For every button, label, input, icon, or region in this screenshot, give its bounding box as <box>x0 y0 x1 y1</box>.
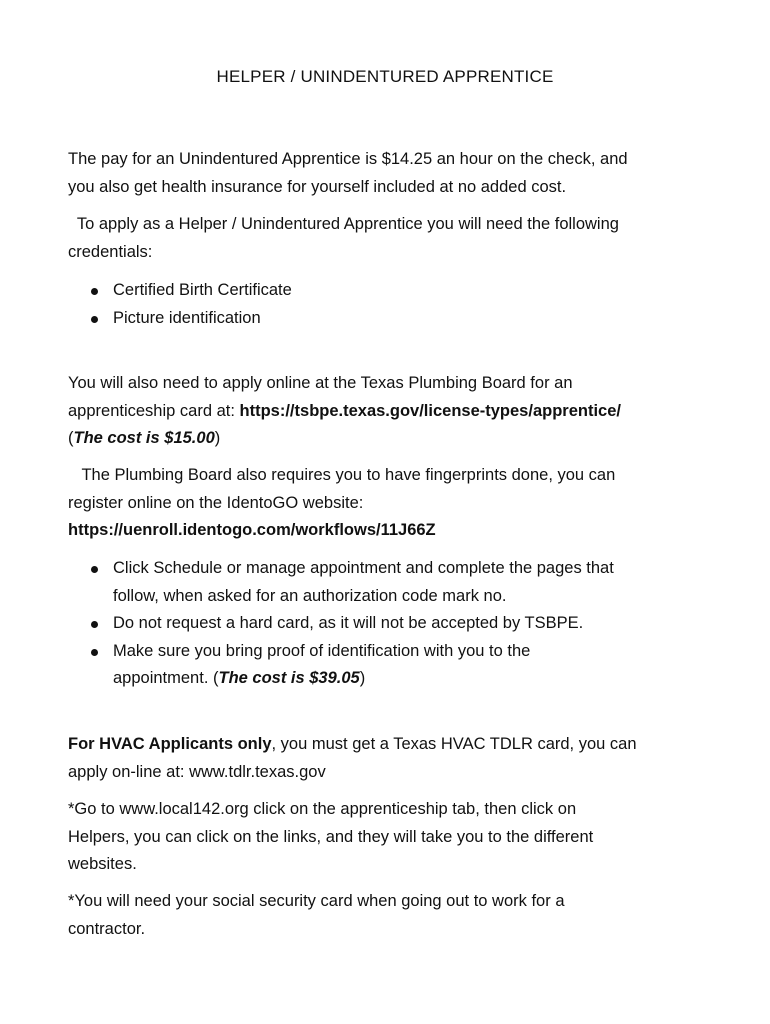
pay-line-2: you also get health insurance for yourself included at no added cost. <box>68 177 567 196</box>
social-security-line-1: *You will need your social security card when going out to work for a <box>68 892 565 910</box>
step-1-line-1: Click Schedule or manage appointment and complete the pages that <box>113 559 614 577</box>
fingerprints-paragraph <box>68 462 704 545</box>
list-item <box>68 277 704 305</box>
apply-paragraph <box>68 211 704 266</box>
plumbing-line-3 <box>68 425 704 453</box>
list-item <box>68 610 704 638</box>
apply-line-1: To apply as a Helper / Unindentured Apprentice you will need the following <box>68 215 619 233</box>
social-security-paragraph <box>68 888 704 943</box>
plumbing-line-2 <box>68 398 704 426</box>
list-item <box>68 638 704 693</box>
local142-paragraph <box>68 796 704 879</box>
local142-line-3: websites. <box>68 855 137 873</box>
pay-line-1: The pay for an Unindentured Apprentice is $14.25 an hour on the check, and <box>68 150 628 168</box>
credential-picture-id: Picture identification <box>113 308 261 327</box>
apply-line-2: credentials: <box>68 242 153 261</box>
tsbpe-apprentice-link[interactable]: https://tsbpe.texas.gov/license-types/apprentice/ <box>239 401 621 420</box>
step-3-line-2 <box>113 665 704 693</box>
fingerprint-steps-list <box>68 555 704 693</box>
social-security-line-2: contractor. <box>68 919 146 938</box>
identogo-link[interactable]: https://uenroll.identogo.com/workflows/11J66Z <box>68 521 436 539</box>
open-paren: ( <box>68 429 74 447</box>
hvac-line-1 <box>68 731 704 759</box>
fingerprint-cost: The cost is $39.05 <box>218 669 360 687</box>
plumbing-line-2-prefix: apprenticeship card at: <box>68 401 240 420</box>
bullet-icon <box>91 316 98 323</box>
page-title: HELPER / UNINDENTURED APPRENTICE <box>216 67 554 86</box>
plumbing-board-paragraph <box>68 370 704 453</box>
step-3-line-1: Make sure you bring proof of identification with you to the <box>113 641 531 660</box>
bullet-icon <box>91 566 98 573</box>
local142-line-1: *Go to www.local142.org click on the apprenticeship tab, then click on <box>68 800 577 818</box>
credential-birth-certificate: Certified Birth Certificate <box>113 281 292 299</box>
apprentice-card-cost: The cost is $15.00 <box>73 429 215 447</box>
credentials-list <box>68 277 704 332</box>
bullet-icon <box>91 288 98 295</box>
pay-paragraph <box>68 146 704 201</box>
list-item <box>68 555 704 610</box>
step-3-close: ) <box>359 669 366 687</box>
hvac-heading: For HVAC Applicants only <box>68 735 272 753</box>
step-3-prefix: appointment. ( <box>113 669 219 687</box>
hvac-line-2: apply on-line at: www.tdlr.texas.gov <box>68 762 326 781</box>
step-1-line-2: follow, when asked for an authorization code mark no. <box>113 586 507 605</box>
list-item <box>68 305 704 333</box>
plumbing-line-1: You will also need to apply online at the Texas Plumbing Board for an <box>68 374 573 392</box>
step-2: Do not request a hard card, as it will not be accepted by TSBPE. <box>113 614 584 632</box>
fingerprints-line-2: register online on the IdentoGO website: <box>68 493 364 512</box>
bullet-icon <box>91 621 98 628</box>
hvac-line-1-rest: , you must get a Texas HVAC TDLR card, you can <box>271 735 637 753</box>
fingerprints-line-1: The Plumbing Board also requires you to have fingerprints done, you can <box>68 466 616 484</box>
hvac-paragraph <box>68 731 704 786</box>
close-paren: ) <box>214 429 221 447</box>
bullet-icon <box>91 649 98 656</box>
local142-line-2: Helpers, you can click on the links, and they will take you to the different <box>68 827 594 846</box>
